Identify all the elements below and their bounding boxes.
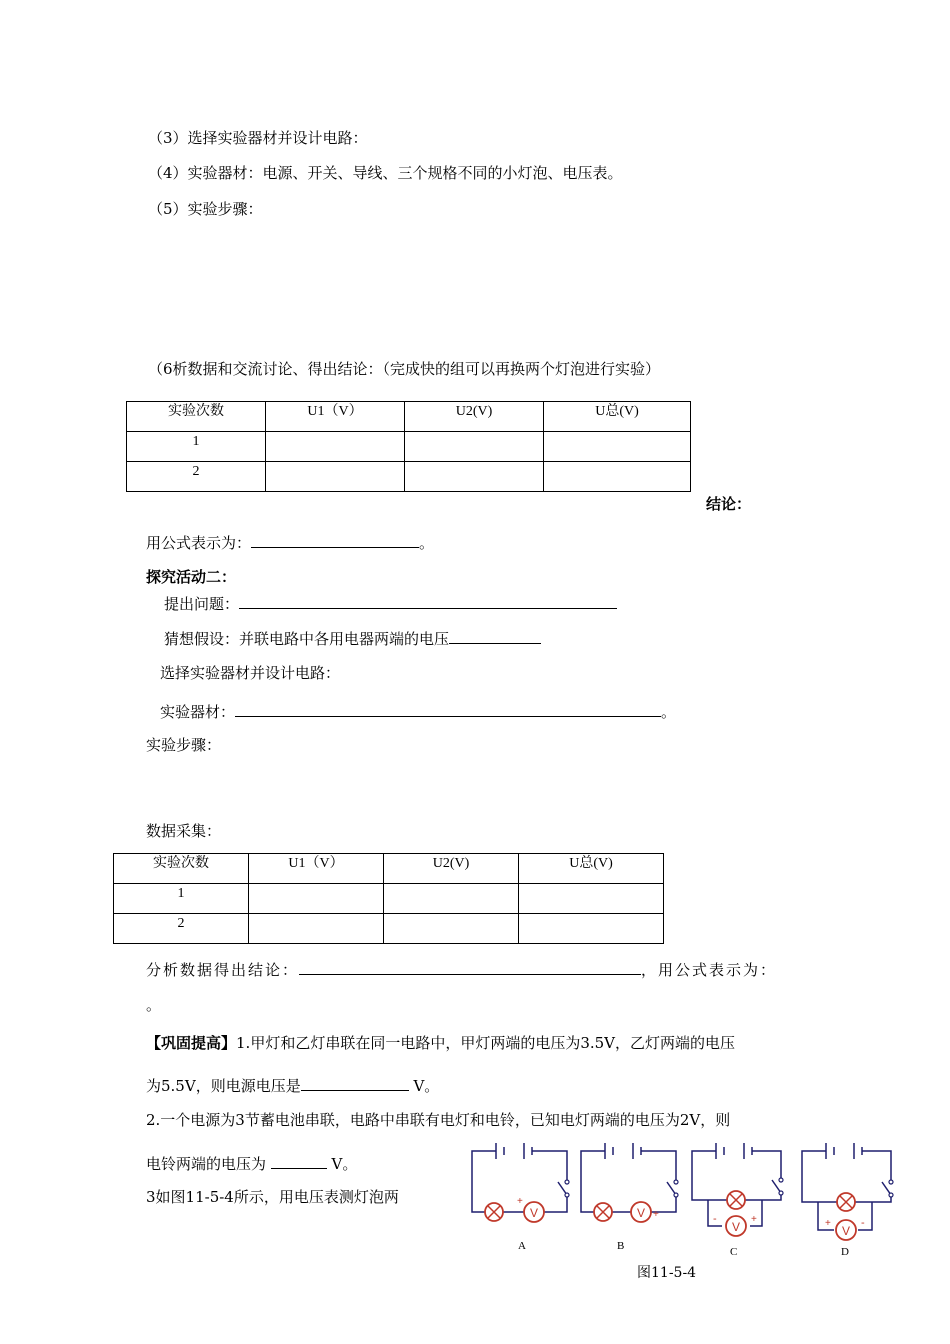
table-header-cell: U总(V) — [519, 854, 664, 884]
table-header-cell: U1（V） — [249, 854, 384, 884]
consolidate-tag: 【巩固提高】 — [146, 1034, 237, 1052]
formula-blank[interactable] — [251, 531, 419, 548]
step-4: （4）实验器材：电源、开关、导线、三个规格不同的小灯泡、电压表。 — [148, 164, 623, 182]
plus-sign: + — [825, 1218, 831, 1229]
circuit-d — [802, 1143, 893, 1258]
label-d: D — [841, 1246, 849, 1258]
circuit-a — [472, 1143, 569, 1252]
table-cell — [405, 432, 544, 462]
circuit-c — [692, 1143, 783, 1258]
plus-sign: + — [517, 1196, 523, 1207]
analysis-middle: ，用公式表示为： — [641, 961, 778, 979]
plus-sign: + — [751, 1214, 757, 1225]
analysis-line — [146, 958, 777, 980]
formula-line — [146, 531, 434, 553]
table-cell — [405, 462, 544, 492]
steps-label: 实验步骤： — [146, 736, 222, 754]
activity2-title: 探究活动二： — [146, 568, 237, 586]
table-cell — [249, 884, 384, 914]
q1-unit: V。 — [408, 1077, 440, 1095]
table-header-row — [114, 854, 664, 884]
table-cell — [544, 462, 691, 492]
table-header-cell: U1（V） — [266, 402, 405, 432]
table-cell — [519, 884, 664, 914]
step-3: （3）选择实验器材并设计电路： — [148, 129, 368, 147]
table-cell: 1 — [114, 884, 249, 914]
q2-blank[interactable] — [271, 1152, 327, 1169]
label-b: B — [617, 1240, 625, 1252]
hypothesis-label: 猜想假设：并联电路中各用电器两端的电压 — [164, 630, 450, 648]
analysis-end: 。 — [146, 996, 162, 1014]
table-row — [114, 914, 664, 944]
label-c: C — [730, 1246, 738, 1258]
plus-sign: + — [653, 1209, 659, 1220]
conclusion-label: 结论： — [706, 495, 752, 513]
table-header-cell: U2(V) — [405, 402, 544, 432]
hypothesis-line — [164, 627, 541, 649]
circuit-figure — [462, 1140, 907, 1265]
table-cell — [249, 914, 384, 944]
materials-end: 。 — [661, 703, 677, 721]
table-cell — [384, 884, 519, 914]
table-header-cell: 实验次数 — [127, 402, 266, 432]
hypothesis-blank[interactable] — [449, 627, 541, 644]
label-a: A — [518, 1240, 526, 1252]
table-cell — [384, 914, 519, 944]
table-cell — [266, 462, 405, 492]
table-cell — [519, 914, 664, 944]
figure-caption: 图11-5-4 — [637, 1265, 697, 1281]
materials-blank[interactable] — [235, 700, 661, 717]
table-row — [114, 884, 664, 914]
materials-line — [160, 700, 676, 722]
analysis-blank[interactable] — [299, 958, 641, 975]
q2-unit: V。 — [326, 1155, 358, 1173]
question-label: 提出问题： — [164, 595, 240, 613]
voltmeter-symbol: V — [841, 1224, 851, 1238]
q2-line-b — [146, 1152, 357, 1174]
data-table-2 — [113, 853, 664, 944]
q1-line-a — [146, 1033, 735, 1053]
table-header-cell: U2(V) — [384, 854, 519, 884]
table-cell — [266, 432, 405, 462]
q1-line-b — [146, 1074, 439, 1096]
q1-text-a: 1.甲灯和乙灯串联在同一电路中，甲灯两端的电压为3.5V，乙灯两端的电压 — [236, 1034, 736, 1052]
q1-blank[interactable] — [301, 1074, 409, 1091]
data-table-1 — [126, 401, 691, 492]
materials-label: 实验器材： — [160, 703, 236, 721]
table-cell: 2 — [114, 914, 249, 944]
table-header-cell: 实验次数 — [114, 854, 249, 884]
step-6: （6析数据和交流讨论、得出结论：（完成快的组可以再换两个灯泡进行实验） — [148, 360, 661, 378]
table-row — [127, 462, 691, 492]
step-5: （5）实验步骤： — [148, 200, 263, 218]
table-row — [127, 432, 691, 462]
question-line — [164, 592, 617, 614]
minus-sign: - — [713, 1213, 717, 1225]
q1-text-b: 为5.5V，则电源电压是 — [146, 1077, 301, 1095]
question-blank[interactable] — [239, 592, 617, 609]
q2-text-b: 电铃两端的电压为 — [146, 1155, 271, 1173]
formula-prefix: 用公式表示为： — [146, 534, 252, 552]
q3-line: 3如图11-5-4所示，用电压表测灯泡两 — [146, 1188, 399, 1206]
formula-suffix: 。 — [419, 534, 435, 552]
table-cell — [544, 432, 691, 462]
table-cell: 1 — [127, 432, 266, 462]
data-label: 数据采集： — [146, 822, 222, 840]
circuit-b — [581, 1143, 678, 1252]
voltmeter-symbol: V — [731, 1220, 741, 1234]
q2-line-a: 2.一个电源为3节蓄电池串联，电路中串联有电灯和电铃，已知电灯两端的电压为2V，则 — [146, 1111, 731, 1129]
analysis-prefix: 分析数据得出结论： — [146, 961, 300, 979]
voltmeter-symbol: V — [529, 1206, 539, 1220]
minus-sign: - — [861, 1217, 865, 1229]
table-header-cell: U总(V) — [544, 402, 691, 432]
voltmeter-symbol: V — [636, 1206, 646, 1220]
table-header-row — [127, 402, 691, 432]
choose-line: 选择实验器材并设计电路： — [160, 664, 341, 682]
table-cell: 2 — [127, 462, 266, 492]
